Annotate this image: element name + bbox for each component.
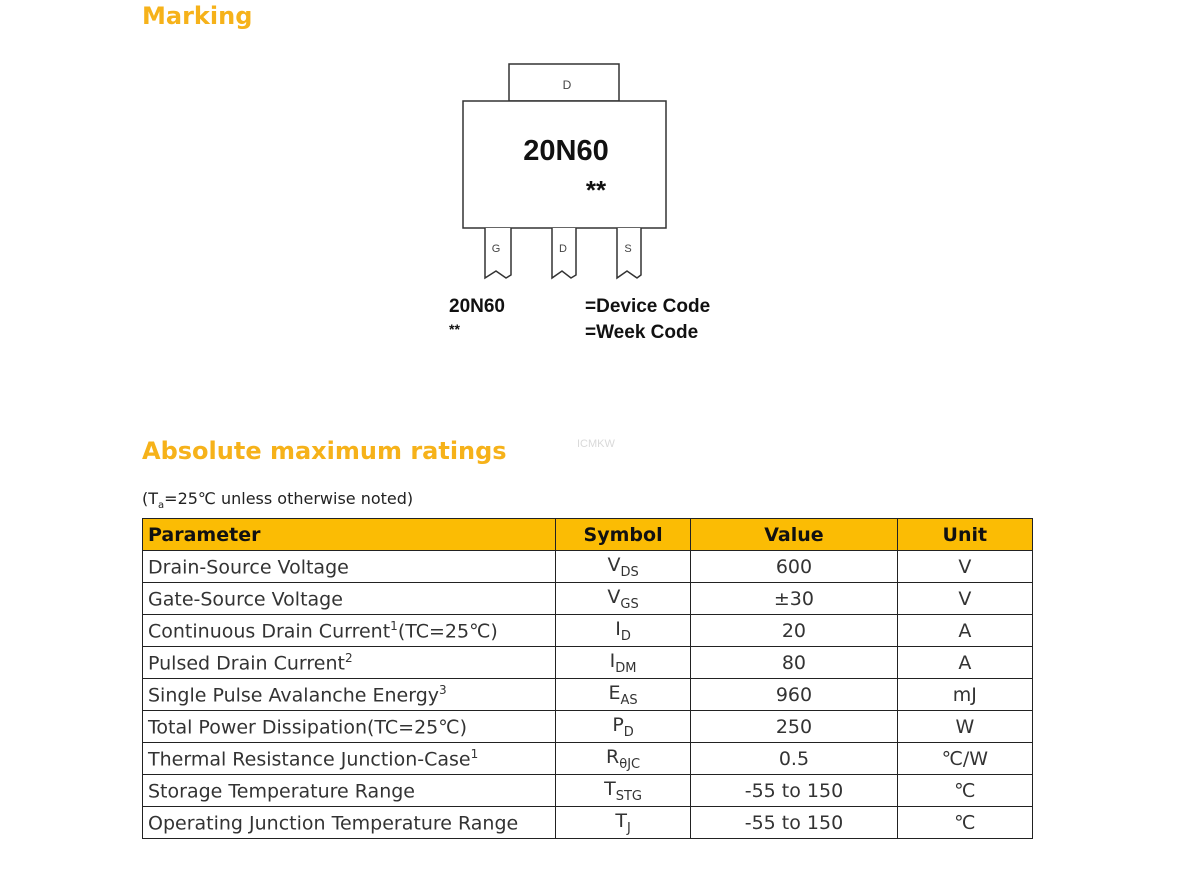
cell-value: ±30 — [691, 583, 897, 615]
cell-symbol: $T_{STG}$ — [555, 775, 690, 807]
cell-symbol: $E_{AS}$ — [555, 679, 690, 711]
conditions-note: ($T_a=25℃$ unless otherwise noted) — [142, 489, 414, 512]
pin-g-label: G — [491, 243, 501, 255]
header-value: Value — [691, 519, 897, 551]
cell-symbol: $T_J$ — [555, 807, 690, 839]
cell-unit: ℃/W — [897, 743, 1032, 775]
marking-heading: Marking — [142, 2, 253, 30]
cell-value: 0.5 — [691, 743, 897, 775]
cell-symbol: $I_{DM}$ — [555, 647, 690, 679]
cell-symbol: $P_D$ — [555, 711, 690, 743]
cell-value: 250 — [691, 711, 897, 743]
legend-device-label: =Device Code — [585, 296, 711, 317]
legend-device-code: 20N60 — [449, 296, 505, 317]
table-row — [143, 775, 1033, 807]
cell-unit: ℃ — [897, 775, 1032, 807]
cell-parameter: Total Power Dissipation(TC=25℃) — [143, 711, 556, 743]
package-week-code: ** — [585, 175, 607, 205]
cell-unit: A — [897, 647, 1032, 679]
cell-parameter: Continuous Drain Current$^1$(TC=25℃) — [143, 615, 556, 647]
pin-s-label: S — [624, 243, 632, 255]
cell-parameter: Storage Temperature Range — [143, 775, 556, 807]
cell-unit: W — [897, 711, 1032, 743]
absolute-max-ratings-heading: Absolute maximum ratings — [142, 437, 507, 465]
table-row — [143, 583, 1033, 615]
cell-unit: ℃ — [897, 807, 1032, 839]
watermark: ICMKW — [577, 438, 615, 450]
cell-parameter: Single Pulse Avalanche Energy$^3$ — [143, 679, 556, 711]
cell-unit: V — [897, 551, 1032, 583]
cell-parameter: Pulsed Drain Current$^2$ — [143, 647, 556, 679]
cell-parameter: Drain-Source Voltage — [143, 551, 556, 583]
table-row — [143, 615, 1033, 647]
pin-d-label: D — [559, 243, 567, 255]
pin-g — [485, 228, 511, 278]
cell-value: 80 — [691, 647, 897, 679]
cell-value: 960 — [691, 679, 897, 711]
table-row — [143, 807, 1033, 839]
legend-week-label: =Week Code — [585, 322, 699, 343]
cell-value: -55 to 150 — [691, 807, 897, 839]
package-device-code: 20N60 — [523, 135, 609, 167]
table-row — [143, 679, 1033, 711]
ratings-table — [142, 518, 1033, 839]
cell-parameter: Operating Junction Temperature Range — [143, 807, 556, 839]
cell-parameter: Thermal Resistance Junction-Case$^1$ — [143, 743, 556, 775]
table-row — [143, 711, 1033, 743]
pin-d — [552, 228, 576, 278]
package-marking-diagram — [440, 55, 680, 285]
cell-value: 600 — [691, 551, 897, 583]
cell-value: -55 to 150 — [691, 775, 897, 807]
cell-symbol: $R_{\theta JC}$ — [555, 743, 690, 775]
table-row — [143, 743, 1033, 775]
tab-label: D — [562, 78, 572, 92]
cell-unit: mJ — [897, 679, 1032, 711]
legend-week-code: ** — [449, 321, 460, 337]
cell-symbol: $V_{DS}$ — [555, 551, 690, 583]
header-parameter: Parameter — [143, 519, 556, 551]
cell-symbol: $I_D$ — [555, 615, 690, 647]
cell-symbol: $V_{GS}$ — [555, 583, 690, 615]
table-header-row — [143, 519, 1033, 551]
table-row — [143, 647, 1033, 679]
header-unit: Unit — [897, 519, 1032, 551]
cell-value: 20 — [691, 615, 897, 647]
header-symbol: Symbol — [555, 519, 690, 551]
table-row — [143, 551, 1033, 583]
pin-s — [617, 228, 641, 278]
cell-parameter: Gate-Source Voltage — [143, 583, 556, 615]
cell-unit: A — [897, 615, 1032, 647]
cell-unit: V — [897, 583, 1032, 615]
